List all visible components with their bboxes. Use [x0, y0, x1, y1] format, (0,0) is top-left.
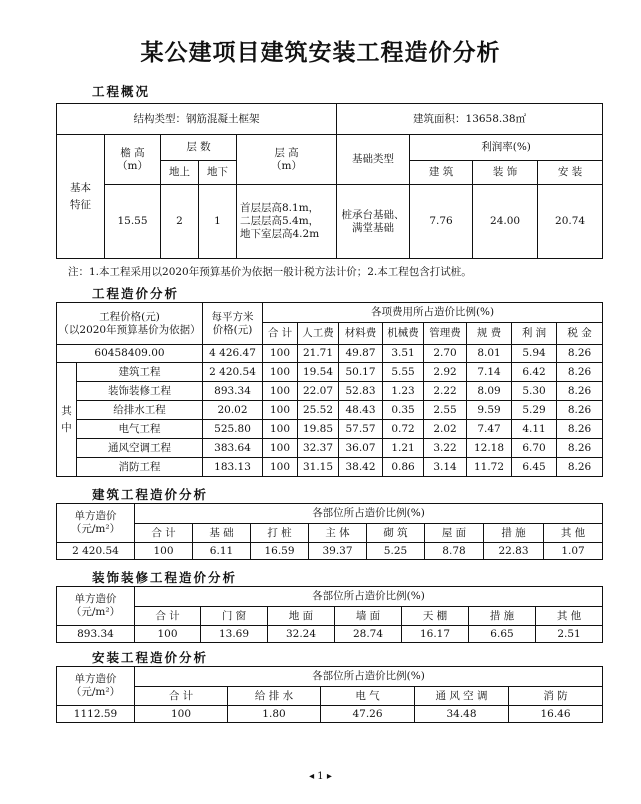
- install-column-header: 合 计: [135, 687, 228, 706]
- install-ratio-cell: 34.48: [415, 706, 509, 723]
- table-cell: 1.23: [383, 382, 424, 401]
- decoration-ratio-cell: 16.17: [402, 626, 469, 643]
- table-cell: 100: [263, 458, 298, 477]
- building-column-header: 屋 面: [425, 524, 484, 543]
- install-unit-price: 1112.59: [57, 706, 135, 723]
- table-cell: 100: [263, 363, 298, 382]
- decoration-column-header: 门 窗: [201, 607, 268, 626]
- table-cell: 25.52: [298, 401, 339, 420]
- building-ratio-cell: 6.11: [193, 543, 251, 560]
- table-cell: 0.86: [383, 458, 424, 477]
- foundation-value: 桩承台基础、 满堂基础: [337, 185, 410, 259]
- table-cell: 5.29: [512, 401, 557, 420]
- overview-table: [56, 103, 603, 259]
- table-cell: 36.07: [339, 439, 383, 458]
- install-ratio-header: 各部位所占造价比例(%): [135, 667, 603, 687]
- table-cell: 19.85: [298, 420, 339, 439]
- building-ratio-cell: 5.25: [367, 543, 425, 560]
- install-column-header: 消 防: [509, 687, 603, 706]
- install-column-header: 电 气: [321, 687, 415, 706]
- profit-decoration-value: 24.00: [473, 185, 538, 259]
- footnote: 注：1.本工程采用以2020年预算基价为依据一般计税方法计价；2.本工程包含打试桩。: [68, 266, 472, 278]
- table-cell: 100: [263, 401, 298, 420]
- cost-column-header: 管理费: [424, 323, 467, 345]
- floors-below-value: 1: [199, 185, 237, 259]
- table-cell: 100: [263, 420, 298, 439]
- table-cell: 2.02: [424, 420, 467, 439]
- building-ratio-cell: 16.59: [251, 543, 309, 560]
- building-unit-header: 单方造价 （元/m²）: [57, 504, 135, 543]
- decoration-column-header: 天 棚: [402, 607, 469, 626]
- install-ratio-cell: 16.46: [509, 706, 603, 723]
- eave-height-header: 檐 高 （m）: [105, 135, 161, 185]
- table-cell: 38.42: [339, 458, 383, 477]
- table-cell: 100: [263, 382, 298, 401]
- ratio-header: 各项费用所占造价比例(%): [263, 303, 603, 323]
- table-cell: 8.26: [557, 420, 603, 439]
- table-cell: 3.22: [424, 439, 467, 458]
- table-cell: 893.34: [203, 382, 263, 401]
- table-row: [57, 458, 603, 477]
- floors-above-value: 2: [161, 185, 199, 259]
- decoration-values-row: [57, 626, 603, 643]
- decoration-ratio-cell: 6.65: [469, 626, 536, 643]
- building-column-header: 措 施: [484, 524, 544, 543]
- price-header: 工程价格(元) （以2020年预算基价为依据）: [57, 303, 203, 345]
- decoration-ratio-cell: 28.74: [335, 626, 402, 643]
- decoration-table: [56, 586, 603, 643]
- building-column-header: 基 础: [193, 524, 251, 543]
- building-ratio-cell: 22.83: [484, 543, 544, 560]
- sub-project-name: 消防工程: [77, 458, 203, 477]
- table-cell: 57.57: [339, 420, 383, 439]
- install-ratio-cell: 100: [135, 706, 228, 723]
- total-price: 60458409.00: [57, 345, 203, 363]
- table-row: [57, 382, 603, 401]
- building-table: [56, 503, 603, 560]
- table-cell: 11.72: [467, 458, 512, 477]
- total-cell: 49.87: [339, 345, 383, 363]
- decoration-heading: 装饰装修工程造价分析: [92, 570, 238, 585]
- foundation-header: 基础类型: [337, 135, 410, 185]
- table-cell: 31.15: [298, 458, 339, 477]
- profit-building-value: 7.76: [410, 185, 473, 259]
- table-cell: 7.47: [467, 420, 512, 439]
- profit-rate-header: 利润率(%): [410, 135, 603, 161]
- page-title: 某公建项目建筑安装工程造价分析: [140, 39, 501, 66]
- cost-column-header: 规 费: [467, 323, 512, 345]
- building-column-header: 其 他: [544, 524, 603, 543]
- table-row: [57, 420, 603, 439]
- table-cell: 8.09: [467, 382, 512, 401]
- profit-building-header: 建 筑: [410, 161, 473, 185]
- table-cell: 22.07: [298, 382, 339, 401]
- table-cell: 383.64: [203, 439, 263, 458]
- building-column-header: 砌 筑: [367, 524, 425, 543]
- install-heading: 安装工程造价分析: [92, 650, 209, 665]
- building-column-header: 合 计: [135, 524, 193, 543]
- building-heading: 建筑工程造价分析: [92, 487, 209, 502]
- total-cell: 100: [263, 345, 298, 363]
- total-cell: 8.26: [557, 345, 603, 363]
- install-column-header: 通 风 空 调: [415, 687, 509, 706]
- sub-project-name: 给排水工程: [77, 401, 203, 420]
- total-cell: 3.51: [383, 345, 424, 363]
- table-cell: 9.59: [467, 401, 512, 420]
- table-cell: 6.42: [512, 363, 557, 382]
- table-cell: 5.30: [512, 382, 557, 401]
- table-cell: 525.80: [203, 420, 263, 439]
- install-ratio-cell: 47.26: [321, 706, 415, 723]
- total-cell: 4 426.47: [203, 345, 263, 363]
- table-cell: 2.22: [424, 382, 467, 401]
- table-cell: 2.92: [424, 363, 467, 382]
- table-cell: 12.18: [467, 439, 512, 458]
- install-unit-header: 单方造价 （元/m²）: [57, 667, 135, 706]
- cost-column-header: 机械费: [383, 323, 424, 345]
- cost-column-header: 税 金: [557, 323, 603, 345]
- total-cell: 5.94: [512, 345, 557, 363]
- table-cell: 100: [263, 439, 298, 458]
- building-area: 建筑面积：13658.38㎡: [337, 104, 603, 135]
- install-values-row: [57, 706, 603, 723]
- decoration-unit-price: 893.34: [57, 626, 135, 643]
- cost-table: [56, 302, 603, 477]
- unit-price-header: 每平方米 价格(元): [203, 303, 263, 345]
- decoration-ratio-header: 各部位所占造价比例(%): [135, 587, 603, 607]
- building-ratio-cell: 39.37: [309, 543, 367, 560]
- decoration-column-header: 地 面: [268, 607, 335, 626]
- table-row: [57, 401, 603, 420]
- table-cell: 3.14: [424, 458, 467, 477]
- building-column-header: 主 体: [309, 524, 367, 543]
- eave-height-value: 15.55: [105, 185, 161, 259]
- overview-heading: 工程概况: [92, 84, 151, 99]
- table-cell: 0.35: [383, 401, 424, 420]
- decoration-ratio-cell: 2.51: [536, 626, 603, 643]
- table-cell: 0.72: [383, 420, 424, 439]
- total-cell: 8.01: [467, 345, 512, 363]
- floor-height-header: 层 高 （m）: [237, 135, 337, 185]
- qizhong-label: 其 中: [57, 363, 77, 477]
- decoration-ratio-cell: 13.69: [201, 626, 268, 643]
- decoration-unit-header: 单方造价 （元/m²）: [57, 587, 135, 626]
- cost-heading: 工程造价分析: [92, 286, 180, 301]
- decoration-ratio-cell: 100: [135, 626, 201, 643]
- table-cell: 52.83: [339, 382, 383, 401]
- table-row: [57, 363, 603, 382]
- total-cell: 2.70: [424, 345, 467, 363]
- table-cell: 5.55: [383, 363, 424, 382]
- table-row: [57, 439, 603, 458]
- table-cell: 32.37: [298, 439, 339, 458]
- building-ratio-cell: 8.78: [425, 543, 484, 560]
- table-cell: 1.21: [383, 439, 424, 458]
- sub-project-name: 电气工程: [77, 420, 203, 439]
- table-cell: 20.02: [203, 401, 263, 420]
- building-unit-price: 2 420.54: [57, 543, 135, 560]
- table-cell: 8.26: [557, 439, 603, 458]
- floors-below-header: 地下: [199, 161, 237, 185]
- profit-install-header: 安 装: [538, 161, 603, 185]
- building-ratio-header: 各部位所占造价比例(%): [135, 504, 603, 524]
- table-cell: 183.13: [203, 458, 263, 477]
- install-table: [56, 666, 603, 723]
- cost-column-header: 材料费: [339, 323, 383, 345]
- decoration-ratio-cell: 32.24: [268, 626, 335, 643]
- table-cell: 8.26: [557, 363, 603, 382]
- table-cell: 6.70: [512, 439, 557, 458]
- table-cell: 8.26: [557, 458, 603, 477]
- total-row: [57, 345, 603, 363]
- floors-header: 层 数: [161, 135, 237, 161]
- install-ratio-cell: 1.80: [228, 706, 321, 723]
- structure-type: 结构类型：钢筋混凝土框架: [57, 104, 337, 135]
- page-number: ◂ 1 ▸: [309, 771, 332, 782]
- total-cell: 21.71: [298, 345, 339, 363]
- decoration-column-header: 其 他: [536, 607, 603, 626]
- table-cell: 50.17: [339, 363, 383, 382]
- floor-height-value: 首层层高8.1m， 二层层高5.4m， 地下室层高4.2m: [237, 185, 337, 259]
- decoration-column-header: 墙 面: [335, 607, 402, 626]
- cost-column-header: 人工费: [298, 323, 339, 345]
- table-cell: 4.11: [512, 420, 557, 439]
- decoration-column-header: 措 施: [469, 607, 536, 626]
- floors-above-header: 地上: [161, 161, 199, 185]
- basic-features-label: 基本特征: [57, 135, 105, 259]
- building-ratio-cell: 1.07: [544, 543, 603, 560]
- table-cell: 6.45: [512, 458, 557, 477]
- building-values-row: [57, 543, 603, 560]
- table-cell: 8.26: [557, 401, 603, 420]
- building-column-header: 打 桩: [251, 524, 309, 543]
- install-column-header: 给 排 水: [228, 687, 321, 706]
- table-cell: 48.43: [339, 401, 383, 420]
- sub-project-name: 装饰装修工程: [77, 382, 203, 401]
- cost-column-header: 合 计: [263, 323, 298, 345]
- sub-project-name: 建筑工程: [77, 363, 203, 382]
- building-ratio-cell: 100: [135, 543, 193, 560]
- table-cell: 7.14: [467, 363, 512, 382]
- cost-column-header: 利 润: [512, 323, 557, 345]
- decoration-column-header: 合 计: [135, 607, 201, 626]
- table-cell: 8.26: [557, 382, 603, 401]
- table-cell: 2 420.54: [203, 363, 263, 382]
- table-cell: 2.55: [424, 401, 467, 420]
- table-cell: 19.54: [298, 363, 339, 382]
- sub-project-name: 通风空调工程: [77, 439, 203, 458]
- profit-decoration-header: 装 饰: [473, 161, 538, 185]
- profit-install-value: 20.74: [538, 185, 603, 259]
